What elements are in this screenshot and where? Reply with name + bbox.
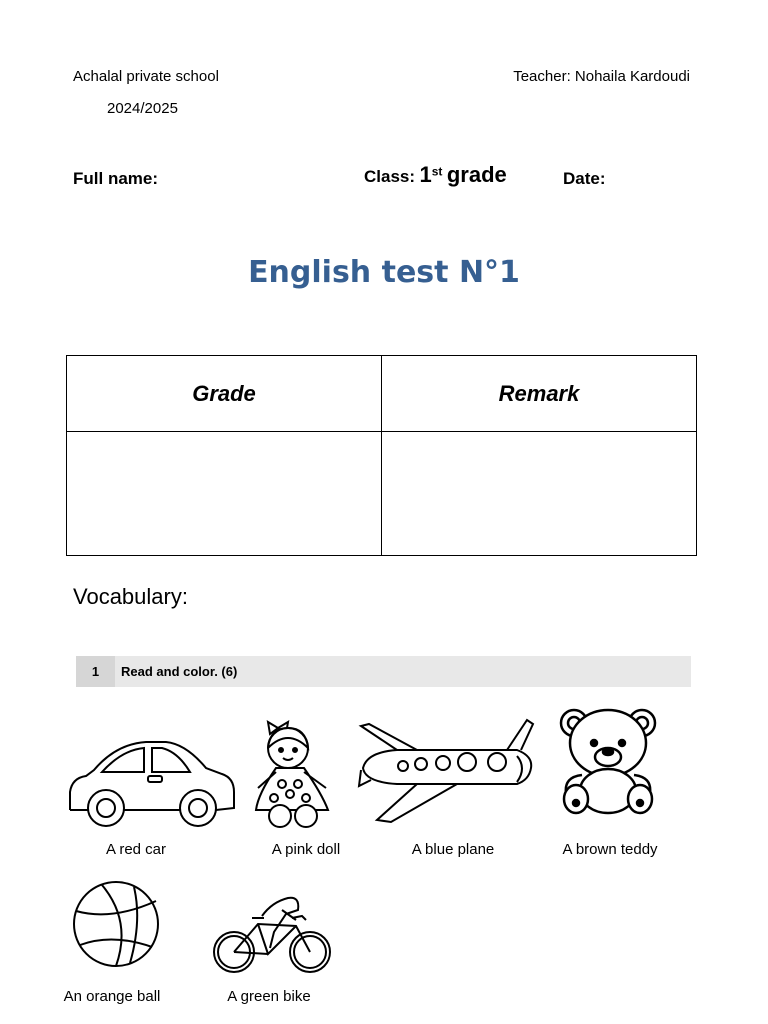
caption-teddy: A brown teddy (562, 841, 658, 858)
grade-header: Grade (67, 356, 382, 432)
page-title: English test N°1 (248, 255, 520, 290)
doll-icon (248, 714, 342, 828)
teddy-bear-icon (556, 703, 660, 819)
caption-plane: A blue plane (411, 841, 495, 858)
caption-ball: An orange ball (63, 988, 161, 1005)
exercise-bar (76, 656, 691, 687)
caption-bike: A green bike (227, 988, 311, 1005)
school-year: 2024/2025 (107, 100, 178, 117)
class-label: Class: (364, 167, 416, 186)
bike-icon (212, 896, 332, 976)
full-name-label: Full name: (73, 169, 159, 188)
class-grade-word: grade (446, 162, 507, 187)
teacher-name: Teacher: Nohaila Kardoudi (513, 68, 690, 85)
grade-table (66, 355, 697, 556)
remark-cell[interactable] (382, 432, 697, 556)
section-heading: Vocabulary: (73, 584, 188, 609)
class-number: 1 (419, 162, 432, 187)
remark-header: Remark (382, 356, 697, 432)
caption-doll: A pink doll (271, 841, 341, 858)
exercise-number: 1 (76, 656, 115, 687)
plane-icon (357, 716, 533, 826)
school-name: Achalal private school (73, 68, 219, 85)
exercise-instruction: Read and color. (6) (121, 664, 238, 679)
car-icon (66, 740, 236, 830)
ball-icon (72, 881, 162, 967)
caption-car: A red car (105, 841, 167, 858)
date-label: Date: (563, 169, 606, 188)
class-field (364, 162, 507, 188)
grade-cell[interactable] (67, 432, 382, 556)
class-suffix: st (431, 164, 443, 179)
